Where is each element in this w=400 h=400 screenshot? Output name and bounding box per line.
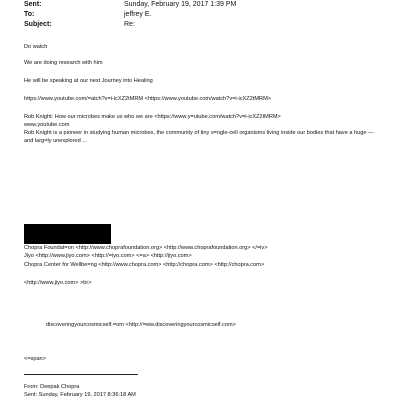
video-description: Rob Knight is a pioneer in studying human microbes, the community of tiny s=ngle-cell organisms living inside our bodies that have a huge — and larg=ly unexplored ... — [24, 130, 374, 144]
signature-jiyo[interactable]: Jiyo <http://www.jiyo.com> <http://=iyo.com> <=a> <http://jiyo.com> — [24, 253, 192, 259]
to-label: To: — [24, 11, 35, 18]
divider-line — [24, 374, 138, 375]
body-line-do-watch: Do watch — [24, 44, 48, 50]
body-line-research: We are doing research with him — [24, 60, 103, 66]
signature-cosmic-self[interactable]: discoveringyourcosmicself.=om <http://=ww.discoveringyourcosmicself.com> — [46, 322, 236, 328]
to-value: jeffrey E. — [124, 11, 152, 18]
forwarded-sent: Sent: Sunday, February 19, 2017 8:36:18 AM — [24, 392, 136, 398]
subject-value: Re: — [124, 21, 135, 28]
signature-foundation[interactable]: Chopra Foundat=on <http://www.choprafoundation.org> <http://www.choprafoundation.org> </=iv> — [24, 245, 268, 251]
signature-span: <=span> — [24, 356, 46, 362]
signature-chopra-center[interactable]: Chopra Center for Wellbe=ng <http://www.chopra.com> <http://chopra.com> <http://chopra.com> — [24, 262, 265, 268]
signature-jiyo-link[interactable]: <http://www.jiyo.com> >br> — [24, 280, 92, 286]
subject-label: Subject: — [24, 21, 52, 28]
video-title-link[interactable]: Rob Knight: How our microbes make us who we are <https://www.y=utube.com/watch?v=i-icXZ2tMRM> — [24, 114, 281, 120]
forwarded-from: From: Deepak Chopra — [24, 384, 80, 390]
youtube-domain: www.youtube.com — [24, 122, 70, 128]
youtube-link[interactable]: https://www.youtube.com/=atch?v=i-icXZ2tMRM <https://www.youtube.com/watch?v=i-icXZ2tMRM> — [24, 96, 271, 102]
sent-value: Sunday, February 19, 2017 1:39 PM — [124, 1, 237, 8]
sent-label: Sent: — [24, 1, 42, 8]
redaction-box — [24, 224, 111, 244]
body-line-speaking: He will be speaking at our next Journey into Healing — [24, 78, 153, 84]
